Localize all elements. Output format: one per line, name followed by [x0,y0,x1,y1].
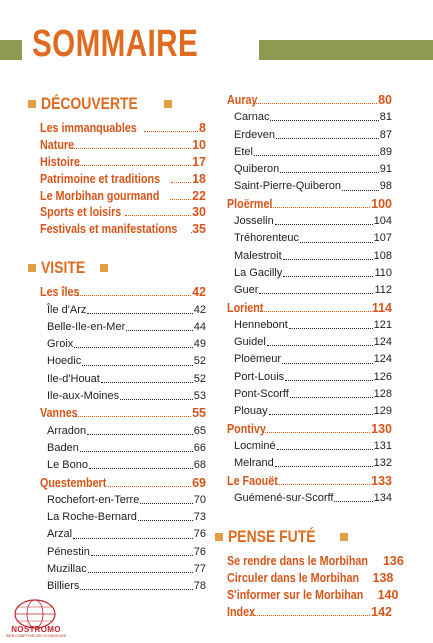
toc-subentry [40,544,206,561]
entry-label: Tréhorenteuc [234,232,300,245]
entry-label: Vannes [40,406,78,421]
toc-subentry [227,386,392,403]
page-number: 142 [371,604,392,619]
page-number: 104 [373,215,392,228]
dot-leader [283,276,373,277]
toc-subentry [40,492,206,509]
page-number: 69 [192,475,206,490]
toc-subentry [227,230,392,247]
page-number: 108 [373,249,392,262]
toc-subentry [40,423,206,440]
dot-leader [253,103,377,104]
dot-leader [87,313,192,314]
dot-leader [334,501,372,502]
dot-leader [283,259,373,260]
dot-leader [285,380,373,381]
entry-label: Groix [47,338,74,351]
dot-leader [280,172,378,173]
toc-entry [40,137,206,154]
dot-leader [82,365,193,366]
toc-entry [227,92,392,109]
dot-leader [170,199,191,200]
toc-subentry [227,490,392,507]
page-number: 42 [192,285,206,300]
dot-leader [89,468,193,469]
entry-label: Carnac [234,111,270,124]
entry-label: Ile-aux-Moines [47,390,120,403]
logo-tagline: WEB COMPTOIR DES VOYAGEURS [5,634,67,638]
entry-label: Muzillac [47,562,87,575]
page-number: 18 [192,171,206,186]
toc-subentry [227,403,392,420]
entry-label: Circuler dans le Morbihan [227,571,360,586]
page-number: 65 [193,424,206,437]
toc-subentry [227,109,392,126]
page-number: 128 [373,388,392,401]
section-heading-pense-fute: PENSE FUTÉ [227,525,392,549]
square-bullet-icon [215,533,223,541]
toc-subentry [40,353,206,370]
visite-list-left [40,284,206,595]
dot-leader [120,399,193,400]
toc-subentry [227,438,392,455]
toc-subentry [40,388,206,405]
entry-label: Pont-Scorff [234,388,289,401]
dot-leader [108,486,191,487]
toc-subentry [40,509,206,526]
entry-label: Erdeven [234,128,275,141]
entry-label: Billiers [47,580,80,593]
entry-label: La Gacilly [234,266,283,279]
page-number: 52 [193,355,206,368]
dot-leader [88,572,193,573]
page-number: 35 [192,222,206,237]
entry-label: Les îles [40,285,80,300]
page-number: 22 [192,188,206,203]
entry-label: Saint-Pierre-Quiberon [234,180,341,193]
toc-entry [227,604,392,621]
page-number: 138 [372,571,394,586]
dot-leader [275,224,373,225]
toc-subentry [40,319,206,336]
page-number: 133 [371,473,392,488]
dot-leader [289,328,373,329]
entry-label: Pénestin [47,545,90,558]
toc-subentry [227,265,392,282]
entry-label: Port-Louis [234,370,285,383]
page-title: SOMMAIRE [32,23,199,65]
page-number: 49 [193,338,206,351]
toc-subentry [40,371,206,388]
square-bullet-icon [164,100,172,108]
page-number: 98 [379,180,392,193]
page-number: 44 [193,320,206,333]
dot-leader [254,155,379,156]
entry-label: Index [227,604,256,619]
dot-leader [300,242,373,243]
toc-entry [227,421,392,438]
page-number: 100 [371,196,392,211]
toc-subentry [227,213,392,230]
entry-label: S'informer sur le Morbihan [227,587,364,602]
entry-label: Le Faouët [227,473,278,488]
toc-subentry [40,578,206,595]
dot-leader [138,520,193,521]
page-number: 73 [193,511,206,524]
toc-entry [227,196,392,213]
entry-label: Hennebont [234,318,288,331]
page-number: 124 [373,353,392,366]
toc-entry [40,188,206,205]
toc-subentry [227,178,392,195]
page-number: 77 [193,562,206,575]
toc-subentry [227,144,392,161]
page-number: 81 [379,111,392,124]
entry-label: Guer [234,284,259,297]
page-number: 136 [382,554,404,569]
entry-label: Île d'Arz [47,303,87,316]
toc-subentry [40,440,206,457]
toc-entry [40,204,206,221]
dot-leader [277,449,373,450]
entry-label: Les immanquables [40,121,137,135]
toc-subentry [227,351,392,368]
page-number: 17 [192,154,206,169]
toc-entry [227,570,392,587]
entry-label: Questembert [40,475,107,490]
dot-leader [271,207,370,208]
toc-entry [40,154,206,171]
square-bullet-icon [340,533,348,541]
entry-label: Baden [47,441,79,454]
page-number: 112 [374,284,392,297]
dot-leader [75,416,191,417]
entry-label: La Roche-Bernard [47,511,137,524]
dot-leader [91,555,193,556]
entry-label: Malestroit [234,249,282,262]
toc-entry [227,300,392,317]
entry-label: Auray [227,93,258,107]
pense-fute-list [227,553,404,621]
page-number: 70 [193,493,206,506]
page-number: 66 [193,441,206,454]
toc-right-column [227,92,404,621]
toc-entry [40,405,206,422]
dot-leader [260,311,370,312]
entry-label: Arradon [47,424,87,437]
dot-leader [71,148,192,149]
square-bullet-icon [28,100,36,108]
dot-leader [269,414,373,415]
toc-entry [40,120,206,137]
title-box [22,22,259,66]
toc-subentry [227,369,392,386]
toc-left-column [40,92,206,596]
dot-leader [101,382,193,383]
toc-subentry [40,336,206,353]
page-number: 89 [379,145,392,158]
entry-label: Etel [234,145,253,158]
visite-list-right [227,92,392,507]
dot-leader [277,484,370,485]
toc-subentry [40,457,206,474]
dot-leader [267,345,373,346]
section-heading-visite: VISITE [40,256,206,280]
page-number: 87 [379,128,392,141]
page-number: 76 [193,528,206,541]
entry-label: Pontivy [227,421,266,436]
entry-label: Guidel [234,336,266,349]
dot-leader [290,397,373,398]
toc-entry [227,473,392,490]
entry-label: Belle-Ile-en-Mer [47,320,126,333]
page-number: 8 [199,121,206,135]
entry-label: Ile-d'Houat [47,372,100,385]
entry-label: Ploërmel [227,196,273,211]
page-number: 76 [193,545,206,558]
entry-label: Locminé [234,439,276,452]
dot-leader [87,434,193,435]
toc-subentry [227,248,392,265]
page-number: 42 [193,303,206,316]
dot-leader [263,432,370,433]
toc-entry [40,475,206,492]
toc-entry [40,221,206,238]
page-number: 132 [373,457,392,470]
page-number: 121 [373,318,392,331]
entry-label: Le Bono [47,459,88,472]
entry-label: Arzal [47,528,73,541]
toc-subentry [40,302,206,319]
entry-label: Nature [40,137,75,152]
dot-leader [126,330,193,331]
dot-leader [276,138,379,139]
toc-subentry [227,127,392,144]
toc-subentry [40,561,206,578]
dot-leader [73,538,193,539]
square-bullet-icon [28,264,36,272]
entry-label: Guémené-sur-Scorff [234,491,334,504]
entry-label: Plouay [234,405,268,418]
page-number: 126 [373,370,392,383]
dot-leader [125,215,191,216]
page-number: 110 [374,266,392,279]
dot-leader [259,293,373,294]
toc-subentry [227,334,392,351]
dot-leader [77,295,191,296]
entry-label: Se rendre dans le Morbihan [227,554,368,569]
page-number: 91 [379,163,392,176]
dot-leader [171,182,191,183]
page-number: 114 [371,300,392,315]
dot-leader [275,466,373,467]
entry-label: Rochefort-en-Terre [47,493,140,506]
page-number: 134 [373,491,392,504]
toc-subentry [227,282,392,299]
page-number: 10 [192,137,206,152]
page-number: 140 [377,587,399,602]
entry-label: Sports et loisirs [40,205,122,220]
entry-label: Festivals et manifestations [40,222,178,237]
dot-leader [78,165,192,166]
square-bullet-icon [100,264,108,272]
dot-leader [140,503,192,504]
page-number: 129 [373,405,392,418]
entry-label: Lorient [227,300,264,315]
dot-leader [80,589,192,590]
entry-label: Hoedic [47,355,82,368]
dot-leader [144,131,199,132]
page-number: 80 [378,93,392,107]
dot-leader [342,190,379,191]
dot-leader [282,363,373,364]
logo-name: NOSTROMO [11,625,61,634]
entry-label: Quiberon [234,163,280,176]
section-heading-decouverte: DÉCOUVERTE [40,92,206,116]
page-number: 107 [373,232,392,245]
entry-label: Le Morbihan gourmand [40,188,160,203]
decouverte-list [40,120,206,238]
page-number: 52 [193,372,206,385]
dot-leader [270,120,378,121]
page-number: 55 [192,406,206,421]
toc-entry [227,587,399,604]
dot-leader [251,615,370,616]
toc-subentry [227,317,392,334]
dot-leader [80,451,193,452]
page-number: 30 [192,205,206,220]
toc-entry [227,553,404,570]
header-band [0,0,433,70]
page-number: 124 [373,336,392,349]
page-number: 131 [373,439,392,452]
dot-leader [74,347,192,348]
page-number: 78 [193,580,206,593]
toc-subentry [227,455,392,472]
page-number: 68 [193,459,206,472]
entry-label: Josselin [234,215,274,228]
toc-entry [40,171,206,188]
entry-label: Patrimoine et traditions [40,171,161,186]
entry-label: Histoire [40,154,81,169]
toc-subentry [227,161,392,178]
entry-label: Ploëmeur [234,353,282,366]
page-number: 130 [371,421,392,436]
toc-subentry [40,526,206,543]
entry-label: Melrand [234,457,274,470]
page-number: 53 [193,390,206,403]
toc-entry [40,284,206,301]
